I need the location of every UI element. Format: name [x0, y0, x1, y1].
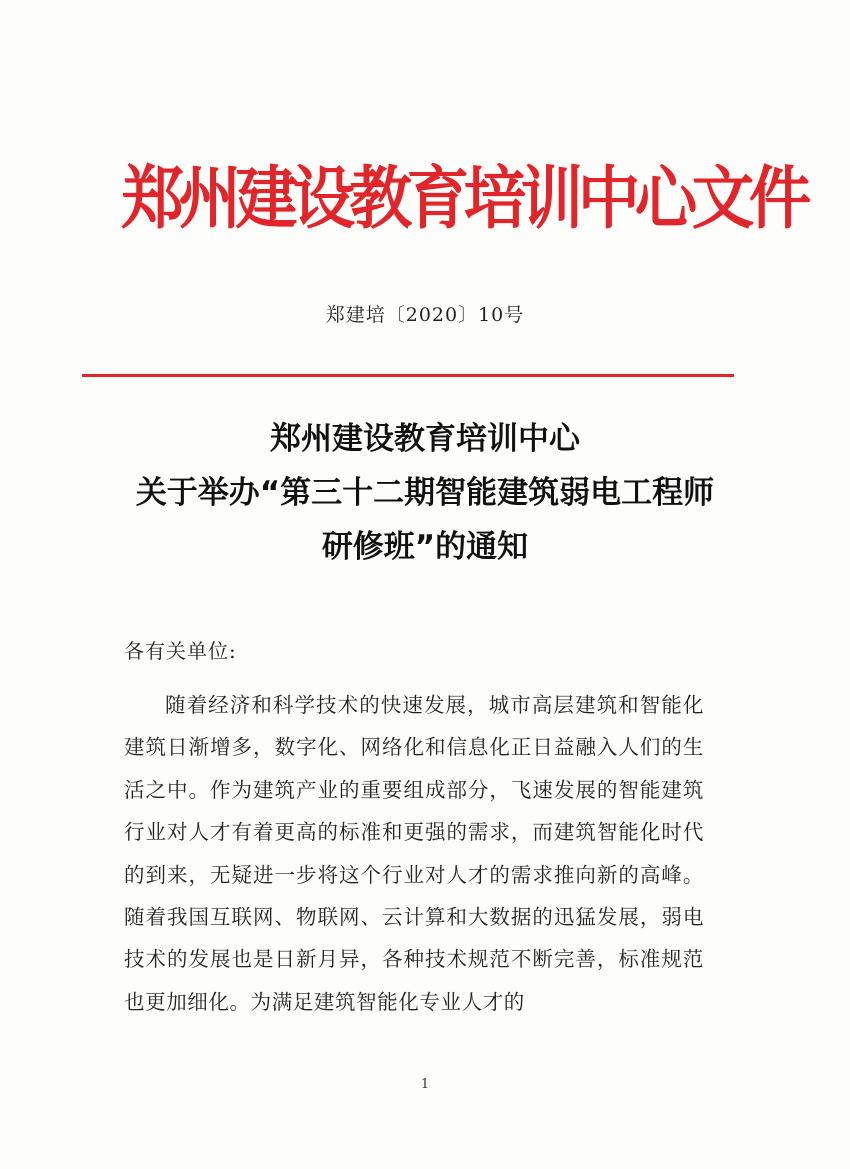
red-divider-line	[82, 374, 734, 377]
masthead-title: 郑州建设教育培训中心文件	[121, 160, 806, 239]
page-number: 1	[420, 1077, 430, 1092]
notice-title	[60, 412, 790, 574]
title-line-3: 研修班”的通知	[321, 529, 529, 565]
salutation: 各有关单位:	[124, 639, 237, 663]
title-line-1: 郑州建设教育培训中心	[270, 421, 580, 457]
title-line-2: 关于举办“第三十二期智能建筑弱电工程师	[135, 475, 715, 511]
document-number: 郑建培〔2020〕10号	[325, 304, 525, 326]
body-paragraph: 随着经济和科学技术的快速发展，城市高层建筑和智能化建筑日渐增多，数字化、网络化和信息化正日益融入人们的生活之中。作为建筑产业的重要组成部分，飞速发展的智能建筑行业对人才有着更高的标准和更强的需求，而建筑智能化时代的到来，无疑进一步将这个行业对人才的需求推向新的高峰。随着我国互联网、物联网、云计算和大数据的迅猛发展，弱电技术的发展也是日新月异，各种技术规范不断完善，标准规范也更加细化。为满足建筑智能化专业人才的	[124, 693, 704, 1014]
